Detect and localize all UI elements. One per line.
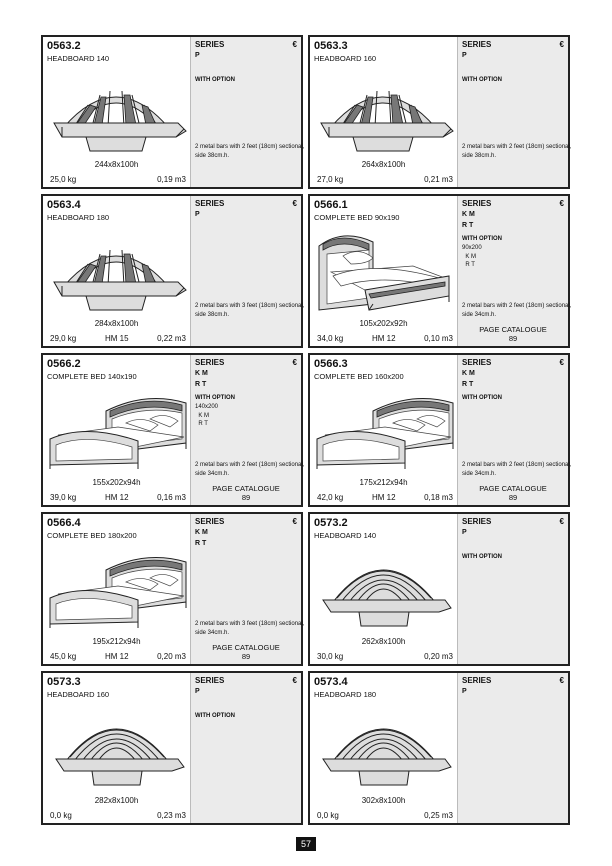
- product-cell-0573-2: [308, 512, 570, 666]
- product-info: [43, 355, 190, 505]
- product-note: 2 metal bars with 2 feet (18cm) sectional, side 34cm.h.: [462, 462, 572, 477]
- product-info: [310, 196, 457, 346]
- product-cell-0566-4: [41, 512, 303, 666]
- product-info: [310, 37, 457, 187]
- option-list: 90x200 K M R T: [462, 245, 482, 268]
- series-label: SERIES: [195, 676, 225, 685]
- product-note: 2 metal bars with 3 feet (18cm) sectional, side 34cm.h.: [195, 621, 305, 636]
- series-codes: P: [195, 688, 200, 695]
- headboard-illustration: [46, 701, 188, 789]
- euro-icon: €: [292, 199, 297, 208]
- product-weight: 30,0 kg: [317, 652, 344, 661]
- product-info: [43, 37, 190, 187]
- product-weight: 45,0 kg: [50, 652, 77, 661]
- headboard-illustration: [313, 701, 455, 789]
- product-note: 2 metal bars with 2 feet (18cm) sectional, side 34cm.h.: [195, 462, 305, 477]
- product-code: 0566.2: [47, 358, 81, 370]
- product-volume: 0,21 m3: [424, 175, 453, 184]
- series-panel: [190, 196, 305, 346]
- product-code: 0566.4: [47, 517, 81, 529]
- with-option-label: WITH OPTION: [462, 395, 502, 401]
- product-volume: 0,16 m3: [157, 493, 186, 502]
- bed-illustration: [46, 542, 188, 630]
- series-codes: P: [462, 688, 467, 695]
- series-panel: [457, 673, 568, 823]
- product-volume: 0,23 m3: [157, 811, 186, 820]
- product-code: 0563.2: [47, 40, 81, 52]
- series-panel: [190, 355, 305, 505]
- bed-illustration: [313, 224, 455, 312]
- product-dimensions: 105x202x92h: [359, 319, 408, 328]
- euro-icon: €: [559, 199, 564, 208]
- product-info: [43, 514, 190, 664]
- product-name: HEADBOARD 160: [47, 690, 110, 699]
- product-weight: 27,0 kg: [317, 175, 344, 184]
- product-code: 0573.3: [47, 676, 81, 688]
- product-name: HEADBOARD 160: [314, 54, 377, 63]
- series-codes: K M R T: [195, 370, 208, 388]
- headboard-illustration: [46, 65, 188, 153]
- product-hm: HM 15: [105, 334, 129, 343]
- series-label: SERIES: [195, 40, 225, 49]
- product-info: [310, 673, 457, 823]
- product-info: [43, 196, 190, 346]
- series-panel: [190, 514, 305, 664]
- euro-icon: €: [292, 517, 297, 526]
- with-option-label: WITH OPTION: [462, 554, 502, 560]
- product-code: 0573.2: [314, 517, 348, 529]
- series-label: SERIES: [462, 358, 492, 367]
- product-info: [310, 355, 457, 505]
- with-option-label: WITH OPTION: [195, 77, 235, 83]
- series-codes: P: [462, 529, 467, 536]
- product-weight: 0,0 kg: [317, 811, 339, 820]
- product-cell-0573-4: [308, 671, 570, 825]
- headboard-illustration: [313, 542, 455, 630]
- product-weight: 39,0 kg: [50, 493, 77, 502]
- bed-illustration: [46, 383, 188, 471]
- product-cell-0563-2: [41, 35, 303, 189]
- product-name: COMPLETE BED 160x200: [314, 372, 404, 381]
- with-option-label: WITH OPTION: [462, 236, 502, 242]
- series-codes: K M R T: [462, 211, 475, 229]
- product-volume: 0,22 m3: [157, 334, 186, 343]
- headboard-illustration: [313, 65, 455, 153]
- with-option-label: WITH OPTION: [195, 395, 235, 401]
- product-dimensions: 155x202x94h: [92, 478, 141, 487]
- product-volume: 0,18 m3: [424, 493, 453, 502]
- series-panel: [190, 673, 301, 823]
- product-cell-0566-1: [308, 194, 570, 348]
- product-volume: 0,25 m3: [424, 811, 453, 820]
- with-option-label: WITH OPTION: [195, 713, 235, 719]
- product-code: 0563.4: [47, 199, 81, 211]
- series-label: SERIES: [195, 199, 225, 208]
- product-name: HEADBOARD 180: [47, 213, 110, 222]
- product-dimensions: 244x8x100h: [94, 160, 139, 169]
- series-label: SERIES: [462, 676, 492, 685]
- product-dimensions: 282x8x100h: [94, 796, 139, 805]
- headboard-illustration: [46, 224, 188, 312]
- euro-icon: €: [559, 517, 564, 526]
- page-catalogue-ref: PAGE CATALOGUE 89: [212, 643, 280, 661]
- product-cell-0563-3: [308, 35, 570, 189]
- product-volume: 0,20 m3: [157, 652, 186, 661]
- product-dimensions: 302x8x100h: [361, 796, 406, 805]
- page-catalogue-ref: PAGE CATALOGUE 89: [479, 484, 547, 502]
- product-volume: 0,10 m3: [424, 334, 453, 343]
- page-catalogue-ref: PAGE CATALOGUE 89: [212, 484, 280, 502]
- series-panel: [457, 196, 572, 346]
- product-name: COMPLETE BED 180x200: [47, 531, 137, 540]
- product-cell-0563-4: [41, 194, 303, 348]
- series-label: SERIES: [462, 199, 492, 208]
- euro-icon: €: [292, 676, 297, 685]
- product-cell-0566-2: [41, 353, 303, 507]
- series-codes: P: [462, 52, 467, 59]
- product-weight: 0,0 kg: [50, 811, 72, 820]
- series-label: SERIES: [462, 517, 492, 526]
- product-volume: 0,19 m3: [157, 175, 186, 184]
- product-code: 0563.3: [314, 40, 348, 52]
- product-hm: HM 12: [105, 493, 129, 502]
- product-info: [43, 673, 190, 823]
- product-code: 0566.3: [314, 358, 348, 370]
- series-codes: P: [195, 52, 200, 59]
- series-panel: [457, 514, 568, 664]
- product-weight: 42,0 kg: [317, 493, 344, 502]
- product-note: 2 metal bars with 2 feet (18cm) sectional, side 38cm.h.: [195, 144, 305, 159]
- euro-icon: €: [292, 40, 297, 49]
- product-cell-0573-3: [41, 671, 303, 825]
- product-hm: HM 12: [105, 652, 129, 661]
- euro-icon: €: [559, 358, 564, 367]
- page-catalogue-ref: PAGE CATALOGUE 89: [479, 325, 547, 343]
- series-codes: K M R T: [195, 529, 208, 547]
- product-name: COMPLETE BED 140x190: [47, 372, 137, 381]
- series-codes: K M R T: [462, 370, 475, 388]
- product-weight: 25,0 kg: [50, 175, 77, 184]
- product-dimensions: 175x212x94h: [359, 478, 408, 487]
- product-note: 2 metal bars with 2 feet (18cm) sectional, side 38cm.h.: [462, 144, 572, 159]
- product-hm: HM 12: [372, 493, 396, 502]
- product-dimensions: 264x8x100h: [361, 160, 406, 169]
- series-panel: [457, 355, 572, 505]
- euro-icon: €: [559, 676, 564, 685]
- product-weight: 34,0 kg: [317, 334, 344, 343]
- series-panel: [190, 37, 305, 187]
- product-dimensions: 284x8x100h: [94, 319, 139, 328]
- product-cell-0566-3: [308, 353, 570, 507]
- euro-icon: €: [292, 358, 297, 367]
- product-weight: 29,0 kg: [50, 334, 77, 343]
- with-option-label: WITH OPTION: [462, 77, 502, 83]
- series-label: SERIES: [462, 40, 492, 49]
- product-note: 2 metal bars with 2 feet (18cm) sectional, side 34cm.h.: [462, 303, 572, 318]
- product-name: HEADBOARD 140: [314, 531, 377, 540]
- product-volume: 0,20 m3: [424, 652, 453, 661]
- euro-icon: €: [559, 40, 564, 49]
- product-note: 2 metal bars with 3 feet (18cm) sectional, side 38cm.h.: [195, 303, 305, 318]
- product-name: COMPLETE BED 90x190: [314, 213, 400, 222]
- product-code: 0573.4: [314, 676, 348, 688]
- product-dimensions: 262x8x100h: [361, 637, 406, 646]
- option-list: 140x200 K M R T: [195, 404, 219, 427]
- series-label: SERIES: [195, 358, 225, 367]
- product-info: [310, 514, 457, 664]
- series-codes: P: [195, 211, 200, 218]
- product-dimensions: 195x212x94h: [92, 637, 141, 646]
- product-name: HEADBOARD 180: [314, 690, 377, 699]
- series-label: SERIES: [195, 517, 225, 526]
- series-panel: [457, 37, 572, 187]
- product-hm: HM 12: [372, 334, 396, 343]
- product-code: 0566.1: [314, 199, 348, 211]
- product-name: HEADBOARD 140: [47, 54, 110, 63]
- bed-illustration: [313, 383, 455, 471]
- page-number: 57: [296, 837, 316, 851]
